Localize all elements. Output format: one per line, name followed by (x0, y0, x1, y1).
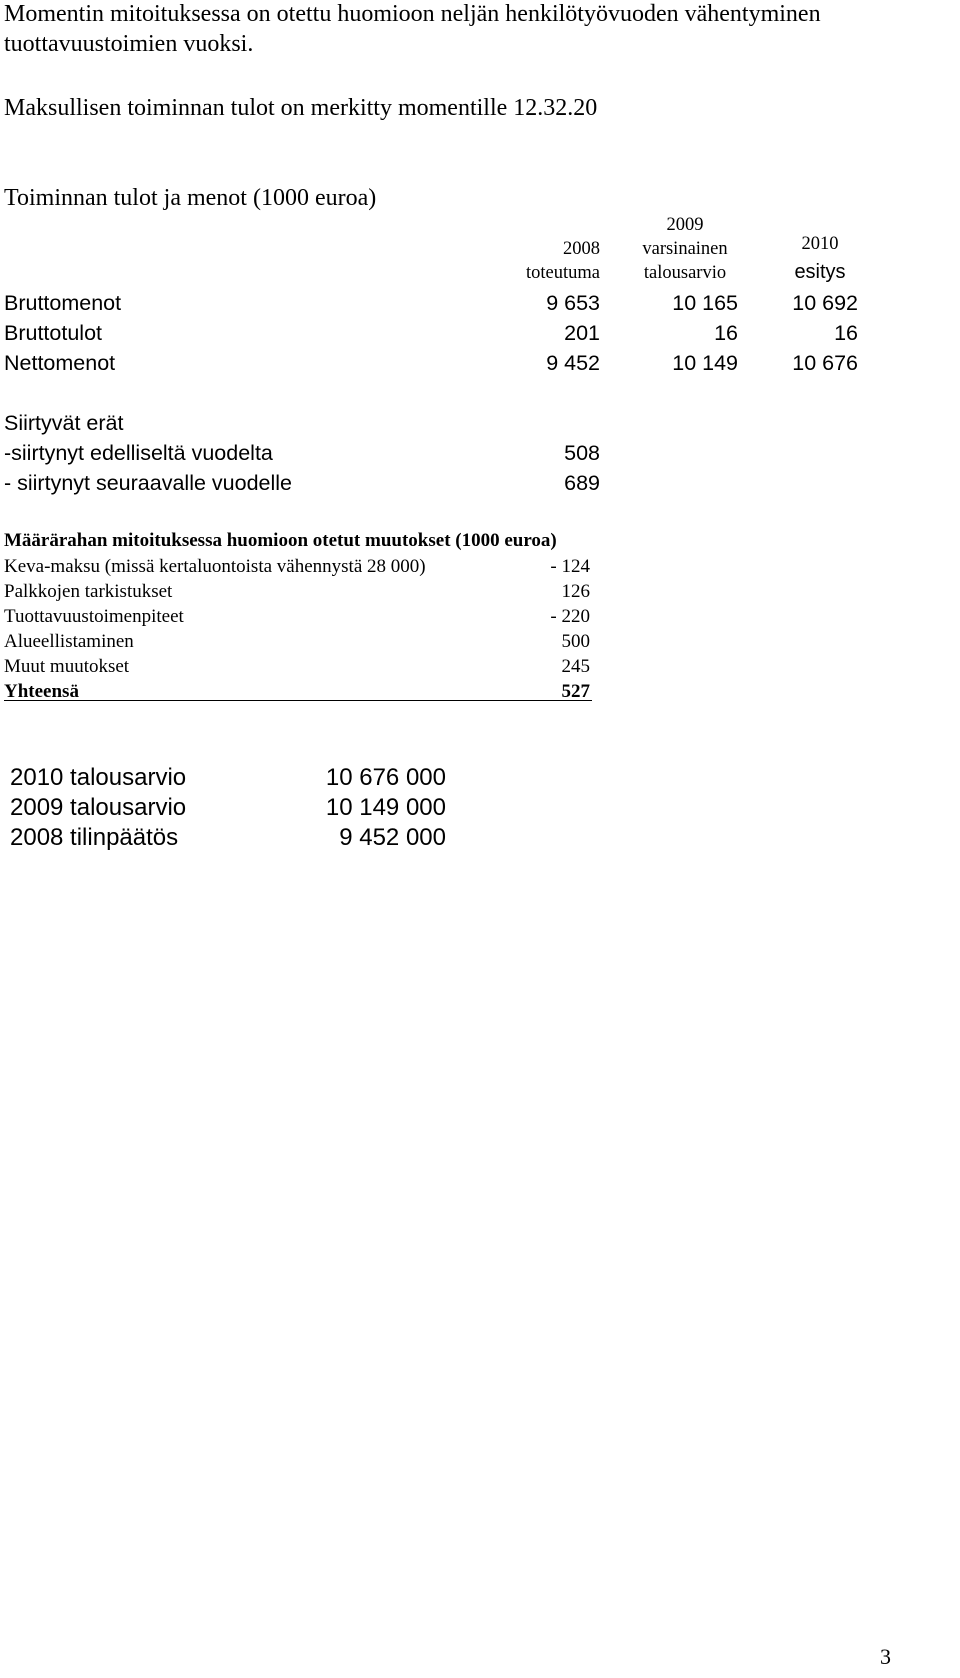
row-2010: 10 676 (792, 351, 858, 375)
row-label: Bruttotulot (4, 321, 102, 345)
row-2008: 9 653 (546, 291, 600, 315)
income-table-title: Toiminnan tulot ja menot (1000 euroa) (4, 185, 377, 211)
changes-row-label: Alueellistaminen (4, 631, 134, 652)
summary-value: 9 452 000 (339, 824, 446, 851)
row-2009: 10 149 (672, 351, 738, 375)
row-2008: 201 (564, 321, 600, 345)
col-2009-year: 2009 (666, 215, 704, 235)
changes-row-value: 126 (561, 581, 590, 602)
carryover-label: -siirtynyt edelliseltä vuodelta (4, 441, 273, 465)
col-2008-year: 2008 (563, 239, 600, 259)
row-2008: 9 452 (546, 351, 600, 375)
row-2009: 16 (714, 321, 738, 345)
intro-line-2: tuottavuustoimien vuoksi. (4, 31, 254, 57)
summary-label: 2009 talousarvio (10, 794, 187, 821)
summary-value: 10 676 000 (325, 764, 446, 791)
changes-total-value: 527 (561, 681, 590, 702)
intro-line-3: Maksullisen toiminnan tulot on merkitty momentille 12.32.20 (4, 95, 598, 121)
page-number: 3 (880, 1644, 891, 1669)
changes-row-label: Palkkojen tarkistukset (4, 581, 173, 602)
changes-row-value: - 220 (550, 606, 590, 627)
summary-label: 2008 tilinpäätös (10, 824, 179, 851)
summary-value: 10 149 000 (325, 794, 446, 821)
col-2010-year: 2010 (801, 234, 839, 254)
changes-row-value: 245 (561, 656, 590, 677)
row-label: Bruttomenot (4, 291, 122, 315)
row-2010: 16 (834, 321, 858, 345)
row-label: Nettomenot (4, 351, 116, 375)
row-2009: 10 165 (672, 291, 738, 315)
changes-row-label: Muut muutokset (4, 656, 130, 677)
changes-row-value: 500 (561, 631, 590, 652)
changes-row-label: Tuottavuustoimenpiteet (4, 606, 184, 627)
changes-total-label: Yhteensä (4, 681, 79, 702)
carryover-title: Siirtyvät erät (4, 411, 124, 435)
carryover-value: 508 (564, 441, 600, 465)
col-2009-label-1: varsinainen (642, 239, 728, 259)
changes-row-value: - 124 (550, 556, 590, 577)
summary-label: 2010 talousarvio (10, 764, 187, 791)
intro-line-1: Momentin mitoituksessa on otettu huomioon neljän henkilötyövuoden vähentyminen (4, 1, 821, 27)
changes-title: Määrärahan mitoituksessa huomioon otetut muutokset (1000 euroa) (4, 530, 557, 551)
col-2010-label: esitys (794, 261, 846, 283)
col-2008-label: toteutuma (526, 263, 600, 283)
changes-row-label: Keva-maksu (missä kertaluontoista vähennystä 28 000) (4, 556, 426, 577)
total-underline (4, 700, 592, 701)
col-2009-label-2: talousarvio (643, 263, 727, 283)
row-2010: 10 692 (792, 291, 858, 315)
carryover-value: 689 (564, 471, 600, 495)
carryover-label: - siirtynyt seuraavalle vuodelle (4, 471, 292, 495)
